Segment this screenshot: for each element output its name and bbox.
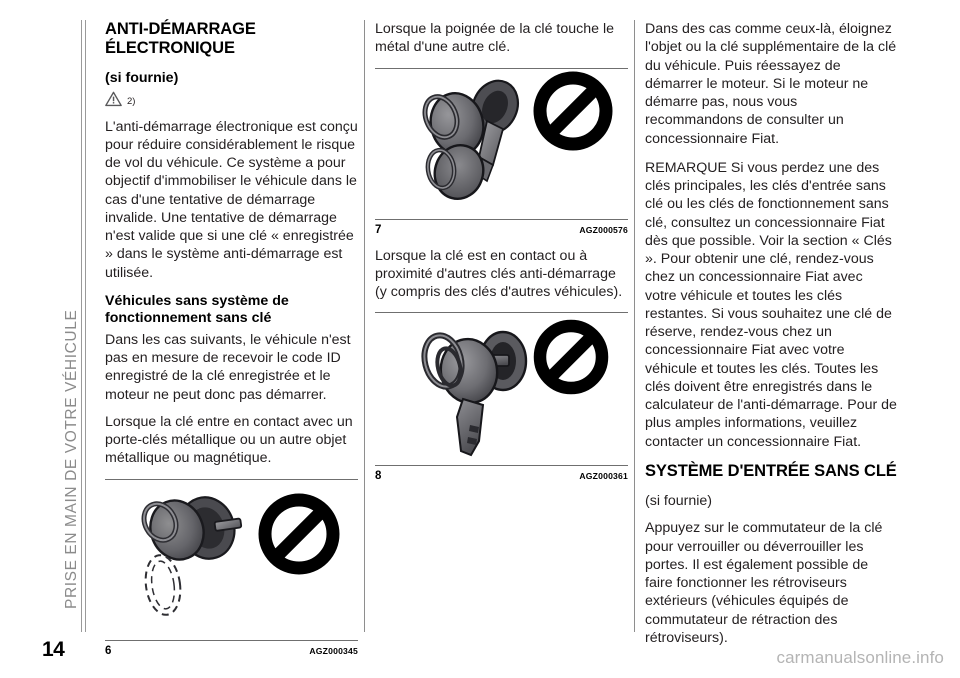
- warning-reference-row: [105, 91, 358, 109]
- side-rule-outer: [81, 20, 82, 632]
- side-rule-inner: [85, 20, 86, 632]
- paragraph-key-near-other-keys: Lorsque la clé est en contact ou à proximité d'autres clés anti-démarrage (y compris des clés d'autres véhicules).: [375, 247, 623, 300]
- warning-reference-number: 2): [127, 95, 136, 107]
- paragraph-metal-keyring-contact: Lorsque la clé entre en contact avec un porte-clés métallique ou un autre objet métallique ou magnétique.: [105, 413, 353, 467]
- figure-6-code: AGZ000345: [309, 645, 358, 656]
- warning-triangle-icon: [105, 91, 122, 107]
- paragraph-remark-lost-keys: REMARQUE Si vous perdez une des clés principales, les clés d'entrée sans clé ou les clés de fonctionnement sans clé, consultez un concessionnaire Fiat dès que possible. Voir la section « Clés ». Pour obtenir une clé, rendez-vous chez un concessionnaire Fiat avec votre véhicule et toutes les clés restantes. Si vous souhaitez une clé de réserve, rendez-vous chez un concessionnaire Fiat avec votre véhicule et toutes les clés. Toutes les clés doivent être enregistrés dans le calculateur de l'anti-démarrage. Pour de plus amples informations, veuillez contacter un concessionnaire Fiat.: [645, 159, 897, 450]
- figure-8-code: AGZ000361: [579, 471, 628, 482]
- paragraph-id-code-not-received: Dans les cas suivants, le véhicule n'est pas en mesure de recevoir le code ID enregistré de la clé enregistrée et le moteur ne peut donc pas démarrer.: [105, 331, 351, 403]
- figure-7-number: 7: [375, 223, 382, 236]
- watermark-source: carmanualsonline.info: [776, 648, 944, 667]
- paragraph-immobilizer-intro: L'anti-démarrage électronique est conçu pour réduire considérablement le risque de vol du véhicule. Ce système a pour objectif d'immobiliser le véhicule dans le cas d'une tentative de démarrage invalide. Une tentative de démarrage n'est valide que si une clé « enregistrée » dans le système anti-démarrage est utilisée.: [105, 118, 358, 281]
- subheading-vehicles-without-keyless: Véhicules sans système de fonctionnement sans clé: [105, 292, 289, 326]
- figure-6-illustration: [105, 480, 358, 640]
- text-column-1: [105, 20, 358, 668]
- page-number: 14: [42, 638, 65, 661]
- paragraph-move-object-away: Dans des cas comme ceux-là, éloignez l'objet ou la clé supplémentaire de la clé du véhicule. Puis réessayez de démarrer le moteur. Si le moteur ne démarre pas, nous vous recommandons de consulter un concessionnaire Fiat.: [645, 21, 897, 147]
- paragraph-key-handle-touching: Lorsque la poignée de la clé touche le métal d'une autre clé.: [375, 21, 614, 56]
- figure-8: [375, 312, 628, 482]
- text-column-2: [375, 20, 628, 493]
- figure-8-illustration: [375, 313, 628, 465]
- column-divider-1: [364, 20, 365, 632]
- availability-note-3: (si fournie): [645, 493, 713, 510]
- availability-note-1: (si fournie): [105, 69, 179, 86]
- figure-6: [105, 479, 358, 657]
- figure-7-code: AGZ000576: [579, 224, 628, 235]
- figure-7-caption: [375, 220, 628, 236]
- paragraph-keyless-entry-usage: Appuyez sur le commutateur de la clé pour verrouiller ou déverrouiller les portes. Il est également possible de faire fonctionner les rétroviseurs extérieurs (véhicules équipés de commutateur de rétraction des rétroviseurs).: [645, 520, 883, 646]
- column-divider-2: [634, 20, 635, 632]
- text-column-3: [645, 20, 898, 658]
- section-title-keyless-entry: SYSTÈME D'ENTRÉE SANS CLÉ: [645, 461, 897, 480]
- figure-7-illustration: [375, 69, 628, 219]
- figure-8-caption: [375, 466, 628, 482]
- figure-8-number: 8: [375, 470, 382, 483]
- figure-6-caption: [105, 641, 358, 657]
- figure-7: [375, 68, 628, 236]
- figure-6-number: 6: [105, 644, 112, 657]
- chapter-title-vertical: PRISE EN MAIN DE VOTRE VÉHICULE: [63, 309, 80, 609]
- section-title-immobilizer: ANTI-DÉMARRAGE ÉLECTRONIQUE: [105, 20, 256, 58]
